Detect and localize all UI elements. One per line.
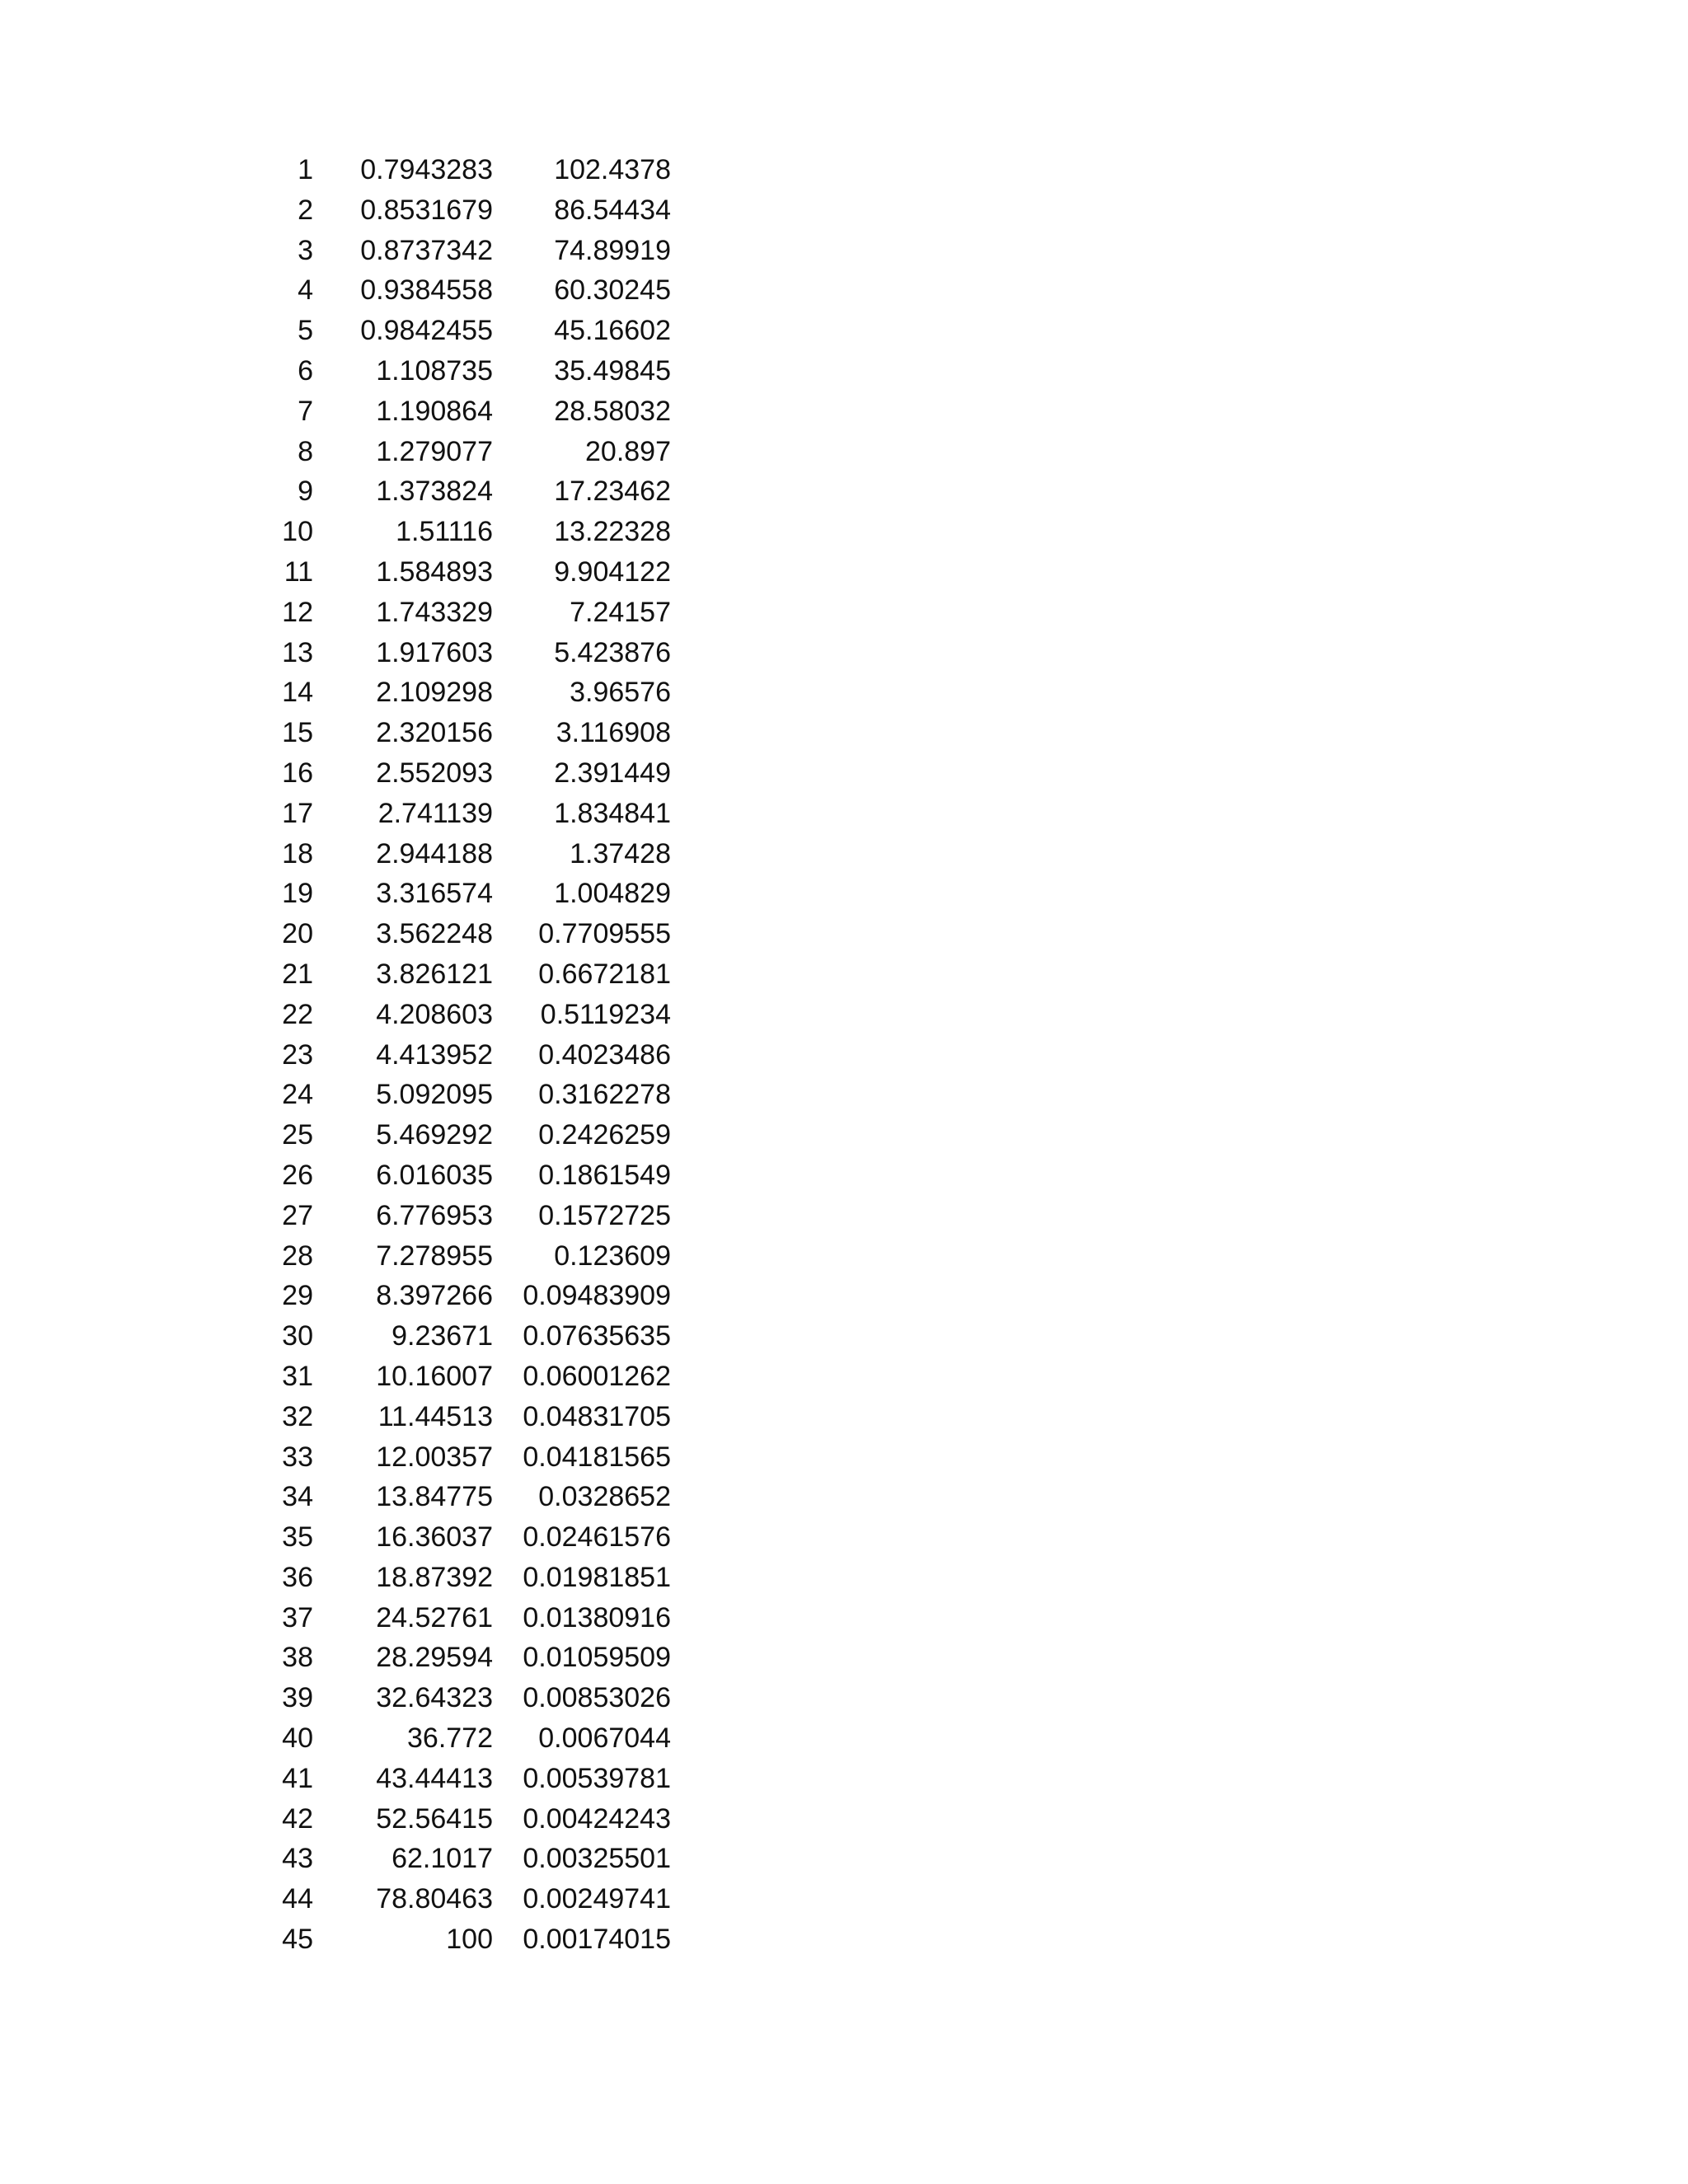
row-index-cell: 3 xyxy=(298,234,313,266)
value-a-cell: 4.208603 xyxy=(376,998,493,1030)
value-a-cell: 8.397266 xyxy=(376,1280,493,1312)
row-index-cell: 34 xyxy=(282,1481,313,1513)
table-row xyxy=(247,552,671,593)
value-a-cell: 28.29594 xyxy=(376,1642,493,1674)
table-row xyxy=(247,311,671,351)
table-row xyxy=(247,1035,671,1076)
table-row xyxy=(247,512,671,552)
value-a-cell: 1.373824 xyxy=(376,476,493,508)
row-index-cell: 36 xyxy=(282,1561,313,1593)
table-body xyxy=(247,150,671,1960)
row-index-cell: 25 xyxy=(282,1119,313,1151)
row-index-cell: 20 xyxy=(282,918,313,950)
value-a-cell: 36.772 xyxy=(407,1722,493,1755)
table-row xyxy=(247,190,671,231)
value-a-cell: 43.44413 xyxy=(376,1762,493,1794)
row-index-cell: 35 xyxy=(282,1521,313,1554)
row-index-cell: 23 xyxy=(282,1038,313,1071)
value-a-cell: 78.80463 xyxy=(376,1883,493,1915)
table-row xyxy=(247,753,671,794)
value-b-cell: 13.22328 xyxy=(554,516,671,548)
row-index-cell: 10 xyxy=(282,516,313,548)
row-index-cell: 18 xyxy=(282,837,313,869)
value-b-cell: 0.04831705 xyxy=(523,1400,671,1432)
value-a-cell: 100 xyxy=(446,1924,493,1956)
value-b-cell: 35.49845 xyxy=(554,354,671,387)
value-a-cell: 32.64323 xyxy=(376,1682,493,1714)
value-a-cell: 3.826121 xyxy=(376,958,493,990)
row-index-cell: 31 xyxy=(282,1360,313,1392)
table-row xyxy=(247,432,671,472)
value-b-cell: 0.00853026 xyxy=(523,1682,671,1714)
table-row xyxy=(247,1759,671,1799)
table-row xyxy=(247,1316,671,1357)
value-b-cell: 28.58032 xyxy=(554,395,671,427)
row-index-cell: 44 xyxy=(282,1883,313,1915)
value-b-cell: 2.391449 xyxy=(554,757,671,789)
value-a-cell: 6.776953 xyxy=(376,1199,493,1231)
value-b-cell: 102.4378 xyxy=(554,154,671,185)
value-a-cell: 0.9842455 xyxy=(360,315,493,347)
value-b-cell: 0.09483909 xyxy=(523,1280,671,1312)
value-b-cell: 0.00249741 xyxy=(523,1883,671,1915)
row-index-cell: 45 xyxy=(282,1924,313,1956)
table-row xyxy=(247,1678,671,1718)
row-index-cell: 11 xyxy=(284,555,313,588)
value-a-cell: 62.1017 xyxy=(392,1843,493,1875)
row-index-cell: 8 xyxy=(298,435,313,467)
row-index-cell: 42 xyxy=(282,1802,313,1835)
value-b-cell: 0.123609 xyxy=(554,1240,671,1272)
row-index-cell: 12 xyxy=(282,596,313,628)
row-index-cell: 6 xyxy=(298,354,313,387)
row-index-cell: 33 xyxy=(282,1441,313,1473)
table-row xyxy=(247,1477,671,1517)
row-index-cell: 21 xyxy=(282,958,313,990)
value-a-cell: 1.51116 xyxy=(396,516,493,548)
value-b-cell: 1.37428 xyxy=(570,837,671,869)
value-a-cell: 9.23671 xyxy=(392,1320,493,1352)
value-a-cell: 0.9384558 xyxy=(360,274,493,307)
row-index-cell: 13 xyxy=(282,636,313,668)
row-index-cell: 17 xyxy=(282,797,313,829)
table-row xyxy=(247,391,671,432)
value-b-cell: 0.02461576 xyxy=(523,1521,671,1554)
row-index-cell: 41 xyxy=(282,1762,313,1794)
row-index-cell: 32 xyxy=(282,1400,313,1432)
row-index-cell: 37 xyxy=(282,1601,313,1633)
row-index-cell: 43 xyxy=(282,1843,313,1875)
table-row xyxy=(247,1517,671,1558)
value-a-cell: 16.36037 xyxy=(376,1521,493,1554)
row-index-cell: 9 xyxy=(298,476,313,508)
value-b-cell: 0.3162278 xyxy=(538,1079,671,1111)
value-a-cell: 10.16007 xyxy=(376,1360,493,1392)
value-b-cell: 0.1572725 xyxy=(538,1199,671,1231)
table-row xyxy=(247,1879,671,1919)
table-row xyxy=(247,1196,671,1236)
value-b-cell: 7.24157 xyxy=(570,596,671,628)
value-a-cell: 24.52761 xyxy=(376,1601,493,1633)
value-a-cell: 11.44513 xyxy=(377,1400,493,1432)
table-row xyxy=(247,1276,671,1316)
table-row xyxy=(247,1115,671,1155)
value-b-cell: 86.54434 xyxy=(554,194,671,226)
value-b-cell: 0.6672181 xyxy=(538,958,671,990)
table-row xyxy=(247,874,671,914)
value-b-cell: 0.00325501 xyxy=(523,1843,671,1875)
value-b-cell: 0.00424243 xyxy=(523,1802,671,1835)
value-a-cell: 1.279077 xyxy=(376,435,493,467)
value-a-cell: 1.108735 xyxy=(376,354,493,387)
value-b-cell: 0.06001262 xyxy=(523,1360,671,1392)
value-a-cell: 7.278955 xyxy=(376,1240,493,1272)
row-index-cell: 30 xyxy=(282,1320,313,1352)
table-row xyxy=(247,1839,671,1879)
table-row xyxy=(247,834,671,874)
row-index-cell: 2 xyxy=(298,194,313,226)
table-row xyxy=(247,1919,671,1960)
value-b-cell: 0.07635635 xyxy=(523,1320,671,1352)
row-index-cell: 29 xyxy=(282,1280,313,1312)
value-b-cell: 3.116908 xyxy=(556,717,671,749)
value-b-cell: 20.897 xyxy=(585,435,671,467)
table-row xyxy=(247,1598,671,1638)
table-row xyxy=(247,1437,671,1478)
table-row xyxy=(247,914,671,954)
value-b-cell: 1.834841 xyxy=(554,797,671,829)
value-b-cell: 0.01981851 xyxy=(523,1561,671,1593)
table-row xyxy=(247,1799,671,1840)
table-row xyxy=(247,1236,671,1277)
row-index-cell: 14 xyxy=(282,677,313,709)
value-a-cell: 0.8531679 xyxy=(360,194,493,226)
value-b-cell: 0.0067044 xyxy=(538,1722,671,1755)
value-a-cell: 2.944188 xyxy=(376,837,493,869)
value-a-cell: 12.00357 xyxy=(376,1441,493,1473)
value-a-cell: 13.84775 xyxy=(376,1481,493,1513)
value-b-cell: 0.1861549 xyxy=(538,1159,671,1191)
value-a-cell: 18.87392 xyxy=(376,1561,493,1593)
row-index-cell: 4 xyxy=(298,274,313,307)
value-a-cell: 2.552093 xyxy=(376,757,493,789)
row-index-cell: 7 xyxy=(298,395,313,427)
value-b-cell: 0.2426259 xyxy=(538,1119,671,1151)
row-index-cell: 27 xyxy=(282,1199,313,1231)
value-b-cell: 0.00174015 xyxy=(523,1924,671,1956)
row-index-cell: 19 xyxy=(282,878,313,910)
value-b-cell: 45.16602 xyxy=(554,315,671,347)
value-b-cell: 74.89919 xyxy=(554,234,671,266)
value-b-cell: 17.23462 xyxy=(554,476,671,508)
table-row xyxy=(247,713,671,753)
value-a-cell: 2.109298 xyxy=(376,677,493,709)
value-b-cell: 3.96576 xyxy=(570,677,671,709)
table-row xyxy=(247,794,671,834)
value-a-cell: 0.8737342 xyxy=(360,234,493,266)
value-a-cell: 5.469292 xyxy=(376,1119,493,1151)
row-index-cell: 28 xyxy=(282,1240,313,1272)
table-row xyxy=(247,351,671,391)
row-index-cell: 5 xyxy=(298,315,313,347)
table-row xyxy=(247,1155,671,1196)
value-b-cell: 0.4023486 xyxy=(538,1038,671,1071)
table-row xyxy=(247,1638,671,1678)
value-a-cell: 3.562248 xyxy=(376,918,493,950)
value-a-cell: 4.413952 xyxy=(376,1038,493,1071)
row-index-cell: 16 xyxy=(282,757,313,789)
table-row xyxy=(247,633,671,673)
table-row xyxy=(247,593,671,633)
row-index-cell: 26 xyxy=(282,1159,313,1191)
row-index-cell: 39 xyxy=(282,1682,313,1714)
value-b-cell: 60.30245 xyxy=(554,274,671,307)
value-b-cell: 0.00539781 xyxy=(523,1762,671,1794)
table-row xyxy=(247,231,671,271)
value-a-cell: 5.092095 xyxy=(376,1079,493,1111)
value-a-cell: 2.320156 xyxy=(376,717,493,749)
table-row xyxy=(247,471,671,512)
value-a-cell: 2.741139 xyxy=(377,797,493,829)
table-row xyxy=(247,270,671,311)
value-b-cell: 0.04181565 xyxy=(523,1441,671,1473)
row-index-cell: 38 xyxy=(282,1642,313,1674)
table-row xyxy=(247,995,671,1035)
table-row xyxy=(247,954,671,995)
value-a-cell: 3.316574 xyxy=(376,878,493,910)
row-index-cell: 1 xyxy=(298,154,313,185)
data-table xyxy=(247,150,671,1960)
value-b-cell: 1.004829 xyxy=(554,878,671,910)
table-row xyxy=(247,1558,671,1598)
value-b-cell: 0.01059509 xyxy=(523,1642,671,1674)
value-b-cell: 0.01380916 xyxy=(523,1601,671,1633)
value-b-cell: 9.904122 xyxy=(554,555,671,588)
value-a-cell: 1.584893 xyxy=(376,555,493,588)
row-index-cell: 40 xyxy=(282,1722,313,1755)
value-b-cell: 0.7709555 xyxy=(538,918,671,950)
value-a-cell: 1.190864 xyxy=(376,395,493,427)
table-row xyxy=(247,1397,671,1437)
value-b-cell: 5.423876 xyxy=(554,636,671,668)
table-row xyxy=(247,1075,671,1115)
row-index-cell: 22 xyxy=(282,998,313,1030)
table-row xyxy=(247,150,671,190)
table-row xyxy=(247,1718,671,1759)
value-a-cell: 52.56415 xyxy=(376,1802,493,1835)
value-b-cell: 0.0328652 xyxy=(538,1481,671,1513)
row-index-cell: 15 xyxy=(282,717,313,749)
value-a-cell: 0.7943283 xyxy=(360,154,493,185)
table-row xyxy=(247,673,671,713)
row-index-cell: 24 xyxy=(282,1079,313,1111)
value-a-cell: 1.917603 xyxy=(376,636,493,668)
table-row xyxy=(247,1357,671,1397)
value-a-cell: 1.743329 xyxy=(376,596,493,628)
value-a-cell: 6.016035 xyxy=(376,1159,493,1191)
value-b-cell: 0.5119234 xyxy=(540,998,671,1030)
